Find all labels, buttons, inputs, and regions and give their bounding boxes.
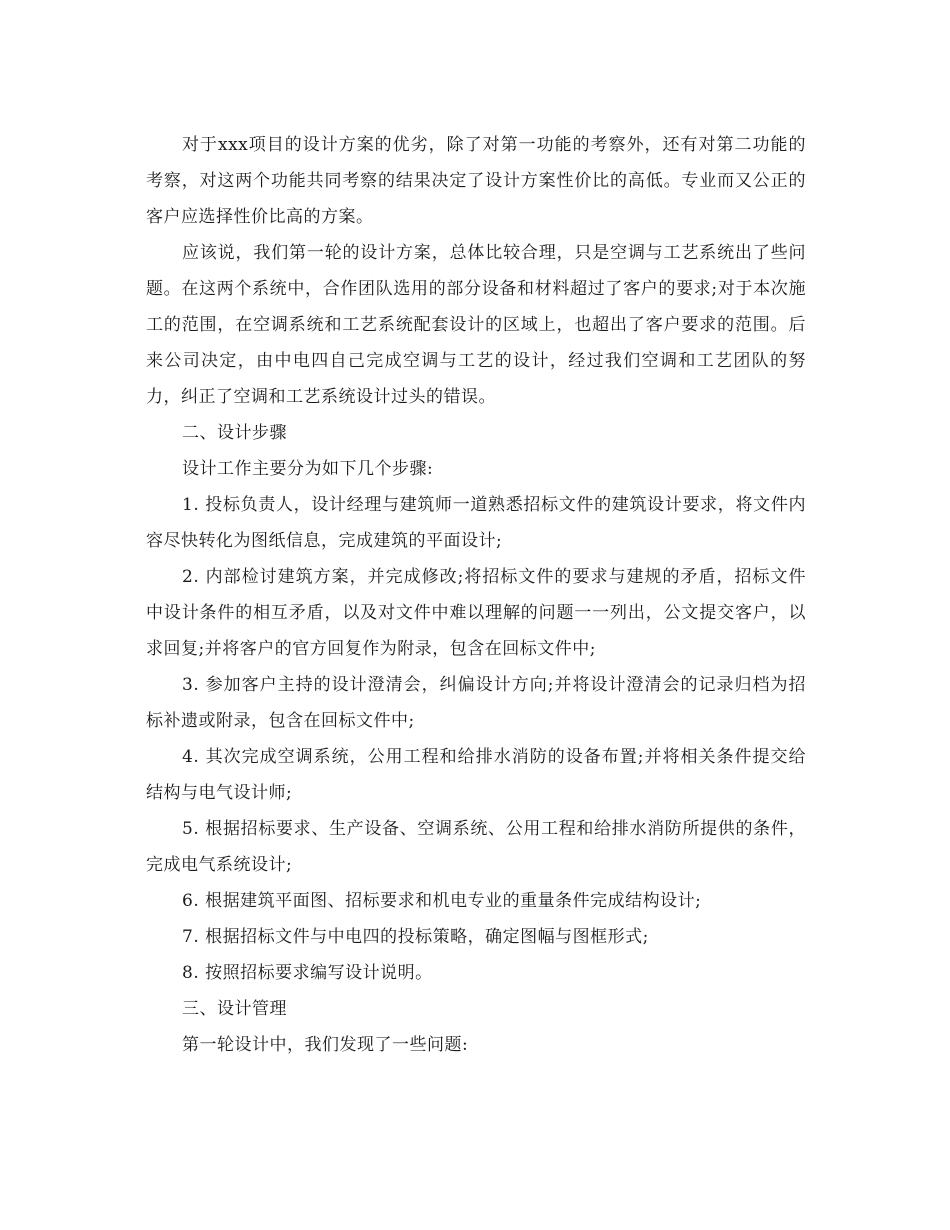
list-item-step-4: 4. 其次完成空调系统，公用工程和给排水消防的设备布置;并将相关条件提交给结构与电气设计师; xyxy=(146,747,806,803)
section-heading-design-steps: 二、设计步骤 xyxy=(182,423,287,443)
list-item-step-3: 3. 参加客户主持的设计澄清会，纠偏设计方向;并将设计澄清会的记录归档为招标补遗或附录，包含在回标文件中; xyxy=(146,675,806,731)
list-item-step-7: 7. 根据招标文件与中电四的投标策略，确定图幅与图框形式; xyxy=(182,927,649,947)
section-heading-design-management: 三、设计管理 xyxy=(182,999,287,1019)
list-item-step-5: 5. 根据招标要求、生产设备、空调系统、公用工程和给排水消防所提供的条件，完成电气系统设计; xyxy=(146,819,806,875)
document-body xyxy=(146,127,806,1063)
list-item-step-1: 1. 投标负责人，设计经理与建筑师一道熟悉招标文件的建筑设计要求，将文件内容尽快转化为图纸信息，完成建筑的平面设计; xyxy=(146,495,806,551)
list-item-step-8: 8. 按照招标要求编写设计说明。 xyxy=(182,963,433,983)
list-item-step-2: 2. 内部检讨建筑方案，并完成修改;将招标文件的要求与建规的矛盾，招标文件中设计条件的相互矛盾，以及对文件中难以理解的问题一一列出，公文提交客户，以求回复;并将客户的官方回复作为附录，包含在回标文件中; xyxy=(146,567,806,659)
paragraph-first-round: 应该说，我们第一轮的设计方案，总体比较合理，只是空调与工艺系统出了些问题。在这两个系统中，合作团队选用的部分设备和材料超过了客户的要求;对于本次施工的范围，在空调系统和工艺系统配套设计的区域上，也超出了客户要求的范围。后来公司决定，由中电四自己完成空调与工艺的设计，经过我们空调和工艺团队的努力，纠正了空调和工艺系统设计过头的错误。 xyxy=(146,243,806,407)
paragraph-steps-intro: 设计工作主要分为如下几个步骤: xyxy=(182,459,434,479)
paragraph-intro: 对于xxx项目的设计方案的优劣，除了对第一功能的考察外，还有对第二功能的考察，对这两个功能共同考察的结果决定了设计方案性价比的高低。专业而又公正的客户应选择性价比高的方案。 xyxy=(146,135,806,227)
list-item-step-6: 6. 根据建筑平面图、招标要求和机电专业的重量条件完成结构设计; xyxy=(182,891,702,911)
paragraph-problems-intro: 第一轮设计中，我们发现了一些问题: xyxy=(182,1035,469,1055)
